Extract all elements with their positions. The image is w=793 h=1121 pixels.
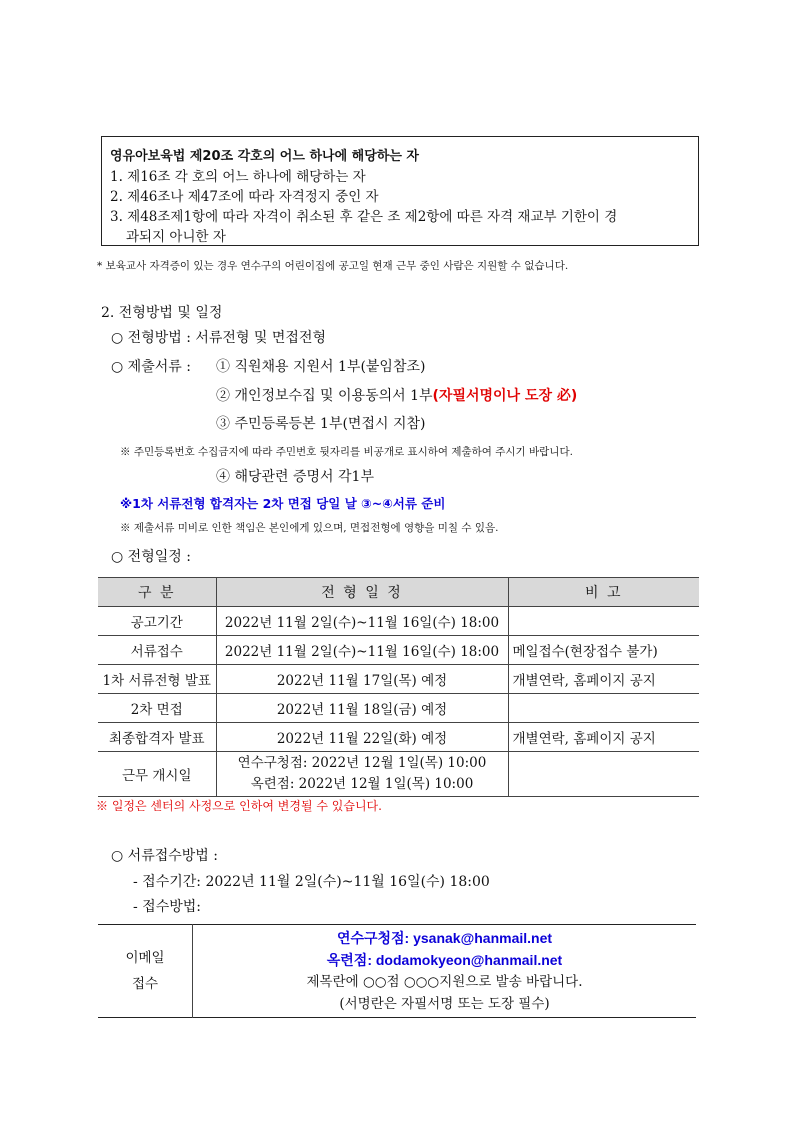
qualification-item-1: 1. 제16조 각 호의 어느 하나에 해당하는 자 bbox=[110, 169, 366, 185]
email-label bbox=[98, 925, 193, 1018]
row-schedule: 2022년 11월 2일(수)~11월 16일(수) 18:00 bbox=[216, 636, 508, 665]
box-note: * 보육교사 자격증이 있는 경우 연수구의 어린이집에 공고일 현재 근무 중인 사람은 지원할 수 없습니다. bbox=[97, 260, 569, 272]
qualification-box bbox=[101, 136, 699, 246]
method-line: ○ 전형방법 : 서류전형 및 면접전형 bbox=[111, 330, 326, 346]
docs-label: ○ 제출서류 : bbox=[111, 359, 191, 375]
row-note: 개별연락, 홈페이지 공지 bbox=[508, 723, 699, 752]
table-row bbox=[98, 665, 699, 694]
row-note bbox=[508, 694, 699, 723]
row-category: 2차 면접 bbox=[98, 694, 216, 723]
qualification-item-2: 2. 제46조나 제47조에 따라 자격정지 중인 자 bbox=[110, 189, 379, 205]
interview-doc-note: ※1차 서류전형 합격자는 2차 면접 당일 날 ③~④서류 준비 bbox=[120, 496, 446, 511]
qualification-title: 영유아보육법 제20조 각호의 어느 하나에 해당하는 자 bbox=[110, 149, 419, 164]
email-table bbox=[98, 924, 696, 1018]
email-row bbox=[98, 925, 696, 1018]
resident-number-note: ※ 주민등록번호 수집금지에 따라 주민번호 뒷자리를 비공개로 표시하여 제출하여 주시기 바랍니다. bbox=[120, 446, 573, 458]
table-row bbox=[98, 752, 699, 797]
section-heading: 2. 전형방법 및 일정 bbox=[101, 305, 223, 321]
doc-2 bbox=[216, 385, 577, 405]
application-period: - 접수기간: 2022년 11월 2일(수)~11월 16일(수) 18:00 bbox=[133, 874, 490, 890]
row-category: 서류접수 bbox=[98, 636, 216, 665]
schedule-label: ○ 전형일정 : bbox=[111, 549, 191, 565]
responsibility-note: ※ 제출서류 미비로 인한 책임은 본인에게 있으며, 면접전형에 영향을 미칠 수 있음. bbox=[120, 522, 499, 534]
qualification-item-3: 3. 제48조제1항에 따라 자격이 취소된 후 같은 조 제2항에 따른 자격 재교부 기한이 경 bbox=[110, 209, 618, 225]
application-label: ○ 서류접수방법 : bbox=[111, 848, 218, 864]
doc-4: ④ 해당관련 증명서 각1부 bbox=[216, 469, 374, 485]
schedule-change-note: ※ 일정은 센터의 사정으로 인하여 변경될 수 있습니다. bbox=[96, 799, 382, 813]
row-schedule: 2022년 11월 17일(목) 예정 bbox=[216, 665, 508, 694]
doc-2-required-note: (자필서명이나 도장 必) bbox=[432, 388, 578, 404]
email-signature-note: (서명란은 자필서명 또는 도장 필수) bbox=[339, 996, 550, 1012]
row-category: 공고기간 bbox=[98, 607, 216, 636]
table-row bbox=[98, 636, 699, 665]
doc-1: ① 직원채용 지원서 1부(붙임참조) bbox=[216, 359, 426, 375]
email-label-line-1: 이메일 bbox=[125, 950, 165, 966]
doc-2-text: ② 개인정보수집 및 이용동의서 1부 bbox=[216, 388, 433, 404]
row-note: 메일접수(현장접수 불가) bbox=[508, 636, 699, 665]
row-category: 근무 개시일 bbox=[98, 752, 216, 797]
row-note bbox=[508, 752, 699, 797]
table-row bbox=[98, 723, 699, 752]
qualification-item-3-cont: 과되지 아니한 자 bbox=[126, 229, 226, 245]
email-instruction: 제목란에 ○○점 ○○○지원으로 발송 바랍니다. bbox=[306, 974, 583, 990]
row-schedule bbox=[216, 752, 508, 797]
email-yeonsu: 연수구청점: ysanak@hanmail.net bbox=[336, 930, 553, 946]
row-category: 1차 서류전형 발표 bbox=[98, 665, 216, 694]
email-label-line-2: 접수 bbox=[131, 976, 159, 992]
header-note: 비 고 bbox=[508, 578, 699, 607]
row-note bbox=[508, 607, 699, 636]
doc-3: ③ 주민등록등본 1부(면접시 지참) bbox=[216, 416, 426, 432]
start-date-branch-2: 옥련점: 2022년 12월 1일(목) 10:00 bbox=[250, 776, 474, 792]
start-date-branch-1: 연수구청점: 2022년 12월 1일(목) 10:00 bbox=[237, 755, 487, 771]
table-row bbox=[98, 694, 699, 723]
row-schedule: 2022년 11월 2일(수)~11월 16일(수) 18:00 bbox=[216, 607, 508, 636]
email-okryeon: 옥련점: dodamokyeon@hanmail.net bbox=[326, 952, 563, 968]
application-method: - 접수방법: bbox=[133, 899, 201, 915]
row-schedule: 2022년 11월 18일(금) 예정 bbox=[216, 694, 508, 723]
row-note: 개별연락, 홈페이지 공지 bbox=[508, 665, 699, 694]
row-category: 최종합격자 발표 bbox=[98, 723, 216, 752]
header-category: 구 분 bbox=[98, 578, 216, 607]
row-schedule: 2022년 11월 22일(화) 예정 bbox=[216, 723, 508, 752]
table-header-row bbox=[98, 578, 699, 607]
header-schedule: 전 형 일 정 bbox=[216, 578, 508, 607]
email-body bbox=[193, 925, 697, 1018]
schedule-table bbox=[98, 577, 699, 797]
table-row bbox=[98, 607, 699, 636]
